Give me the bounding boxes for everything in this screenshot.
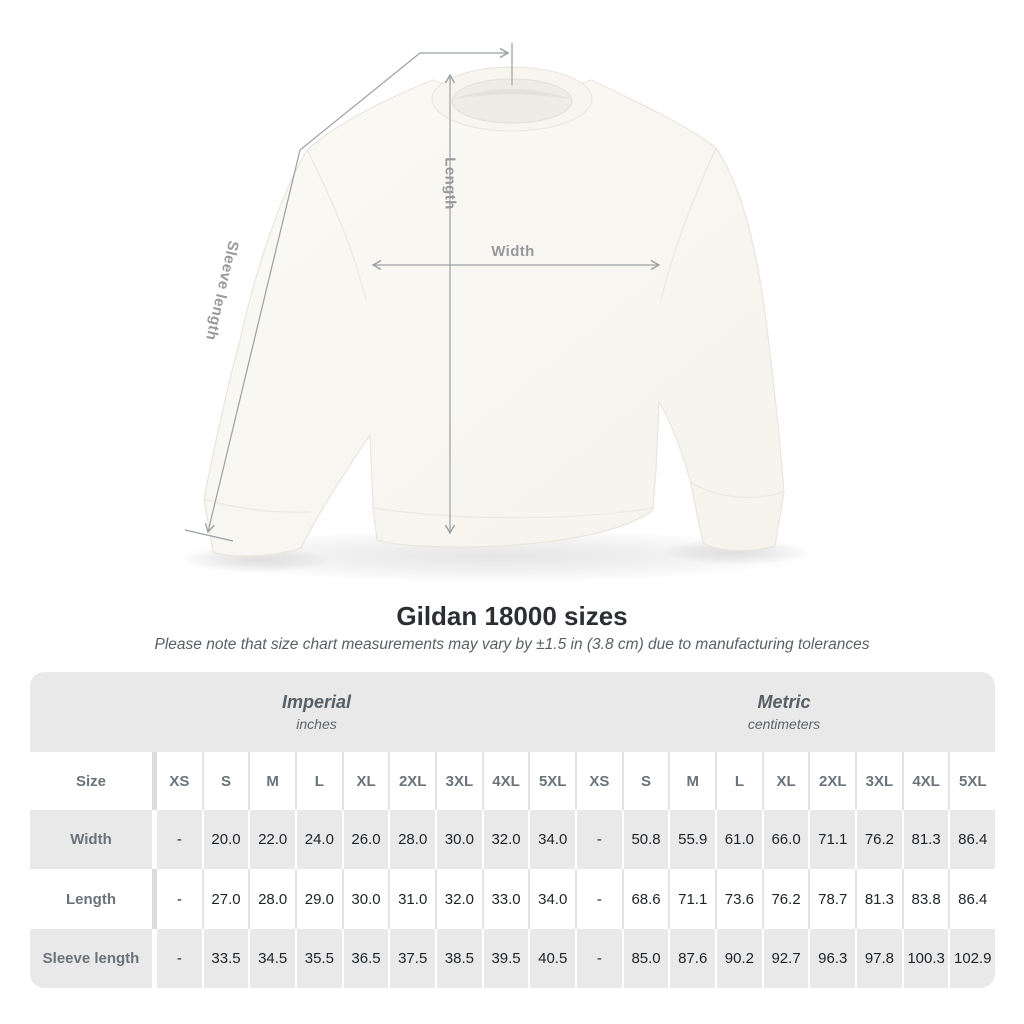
size-col-header: 2XL xyxy=(808,752,855,810)
size-value-cell: 32.0 xyxy=(435,869,482,929)
size-value-cell: - xyxy=(575,869,622,929)
chart-title: Gildan 18000 sizes xyxy=(396,601,628,631)
size-value-cell: 76.2 xyxy=(762,869,809,929)
size-value-cell: 34.0 xyxy=(528,869,575,929)
size-value-cell: 61.0 xyxy=(715,810,762,869)
size-value-cell: - xyxy=(152,869,202,929)
imperial-section-label: Imperial xyxy=(281,692,352,712)
row-label: Sleeve length xyxy=(30,929,152,988)
width-measurement-label: Width xyxy=(491,243,535,260)
size-col-header: 4XL xyxy=(482,752,529,810)
size-value-cell: 85.0 xyxy=(622,929,669,988)
size-chart-grid xyxy=(30,752,995,988)
size-value-cell: 81.3 xyxy=(902,810,949,869)
size-col-header: M xyxy=(248,752,295,810)
size-value-cell: 90.2 xyxy=(715,929,762,988)
size-value-cell: 22.0 xyxy=(248,810,295,869)
size-value-cell: 28.0 xyxy=(388,810,435,869)
size-col-header: 3XL xyxy=(435,752,482,810)
size-value-cell: - xyxy=(152,929,202,988)
size-value-cell: 33.5 xyxy=(202,929,249,988)
size-col-header: M xyxy=(668,752,715,810)
size-col-header: 5XL xyxy=(948,752,995,810)
size-value-cell: 71.1 xyxy=(808,810,855,869)
table-row xyxy=(30,929,995,988)
size-corner-header: Size xyxy=(30,752,152,810)
chart-subtitle: Please note that size chart measurements may vary by ±1.5 in (3.8 cm) due to manufacturing tolerances xyxy=(154,636,870,653)
size-value-cell: 29.0 xyxy=(295,869,342,929)
row-label: Width xyxy=(30,810,152,869)
size-value-cell: 38.5 xyxy=(435,929,482,988)
size-value-cell: 86.4 xyxy=(948,869,995,929)
length-measurement-label: Length xyxy=(441,157,459,210)
size-chart-table xyxy=(30,672,995,988)
size-value-cell: 26.0 xyxy=(342,810,389,869)
size-value-cell: 71.1 xyxy=(668,869,715,929)
size-value-cell: 30.0 xyxy=(435,810,482,869)
size-value-cell: - xyxy=(575,810,622,869)
size-col-header: 2XL xyxy=(388,752,435,810)
size-value-cell: 102.9 xyxy=(948,929,995,988)
size-col-header: L xyxy=(715,752,762,810)
size-value-cell: 39.5 xyxy=(482,929,529,988)
size-value-cell: 24.0 xyxy=(295,810,342,869)
size-value-cell: 81.3 xyxy=(855,869,902,929)
size-value-cell: 83.8 xyxy=(902,869,949,929)
size-header-row xyxy=(30,752,995,810)
size-value-cell: 66.0 xyxy=(762,810,809,869)
size-value-cell: 92.7 xyxy=(762,929,809,988)
size-value-cell: 96.3 xyxy=(808,929,855,988)
imperial-section-unit: inches xyxy=(296,716,337,732)
size-value-cell: 37.5 xyxy=(388,929,435,988)
size-value-cell: 97.8 xyxy=(855,929,902,988)
size-col-header: XS xyxy=(575,752,622,810)
size-col-header: 4XL xyxy=(902,752,949,810)
size-value-cell: 34.0 xyxy=(528,810,575,869)
unit-section-header xyxy=(30,672,995,752)
table-row xyxy=(30,869,995,929)
size-col-header: 3XL xyxy=(855,752,902,810)
metric-section-label: Metric xyxy=(757,692,811,712)
metric-section-header xyxy=(573,672,995,752)
size-value-cell: 36.5 xyxy=(342,929,389,988)
size-value-cell: 31.0 xyxy=(388,869,435,929)
size-value-cell: 33.0 xyxy=(482,869,529,929)
size-col-header: S xyxy=(202,752,249,810)
size-value-cell: 100.3 xyxy=(902,929,949,988)
size-value-cell: 78.7 xyxy=(808,869,855,929)
size-value-cell: 86.4 xyxy=(948,810,995,869)
size-value-cell: 55.9 xyxy=(668,810,715,869)
size-value-cell: 87.6 xyxy=(668,929,715,988)
size-value-cell: 30.0 xyxy=(342,869,389,929)
imperial-section-header xyxy=(30,672,573,752)
size-value-cell: - xyxy=(152,810,202,869)
size-value-cell: 76.2 xyxy=(855,810,902,869)
size-col-header: L xyxy=(295,752,342,810)
size-value-cell: 73.6 xyxy=(715,869,762,929)
size-col-header: S xyxy=(622,752,669,810)
size-value-cell: 27.0 xyxy=(202,869,249,929)
size-value-cell: 34.5 xyxy=(248,929,295,988)
size-value-cell: 20.0 xyxy=(202,810,249,869)
size-value-cell: 50.8 xyxy=(622,810,669,869)
metric-section-unit: centimeters xyxy=(747,716,821,732)
size-col-header: XL xyxy=(762,752,809,810)
size-value-cell: 35.5 xyxy=(295,929,342,988)
table-row xyxy=(30,810,995,869)
size-value-cell: 28.0 xyxy=(248,869,295,929)
size-value-cell: 40.5 xyxy=(528,929,575,988)
size-col-header: XS xyxy=(152,752,202,810)
size-value-cell: 32.0 xyxy=(482,810,529,869)
collar-opening xyxy=(452,79,572,123)
size-col-header: XL xyxy=(342,752,389,810)
sweatshirt-body xyxy=(204,67,784,556)
size-col-header: 5XL xyxy=(528,752,575,810)
size-value-cell: - xyxy=(575,929,622,988)
sleeve-length-measurement-label: Sleeve length xyxy=(202,238,242,343)
row-label: Length xyxy=(30,869,152,929)
size-value-cell: 68.6 xyxy=(622,869,669,929)
